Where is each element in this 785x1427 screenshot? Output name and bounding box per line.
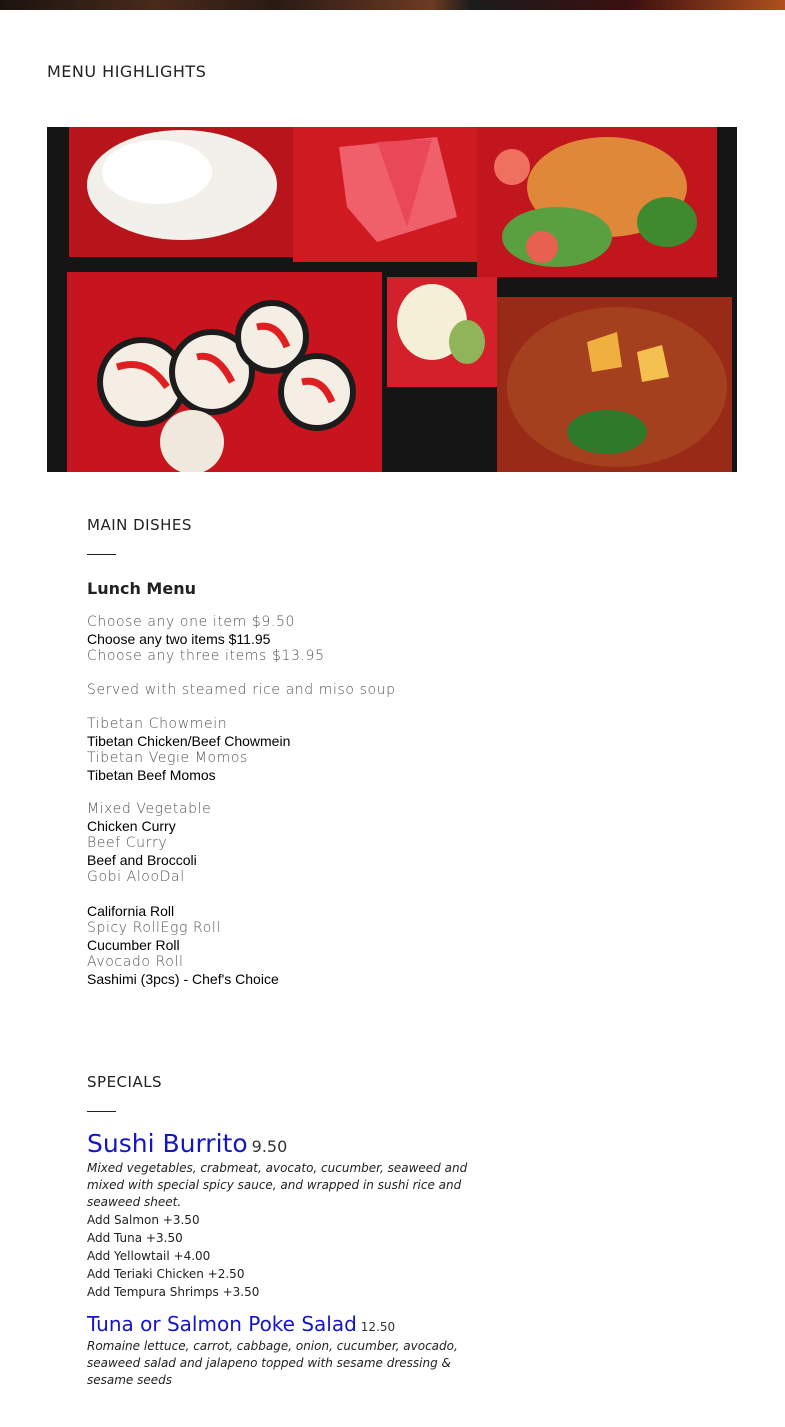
menu-line: Served with steamed rice and miso soup [87, 682, 396, 698]
menu-line [87, 784, 587, 801]
addon-item: Add Teriaki Chicken +2.50 [87, 1267, 245, 1281]
menu-line: Beef Curry [87, 835, 168, 851]
special-name: Tuna or Salmon Poke Salad [87, 1312, 357, 1336]
section-divider [87, 1111, 116, 1112]
menu-line: Choose any one item $9.50 [87, 614, 295, 630]
addon-item: Add Tuna +3.50 [87, 1231, 183, 1245]
menu-line: Chicken Curry [87, 818, 176, 834]
menu-line: Gobi AlooDal [87, 869, 185, 885]
menu-highlights-title: MENU HIGHLIGHTS [47, 62, 207, 81]
special-item-poke-salad [87, 1310, 487, 1389]
menu-line: California Roll [87, 903, 175, 919]
section-divider [87, 554, 116, 555]
menu-line: Tibetan Beef Momos [87, 767, 216, 783]
special-name: Sushi Burrito [87, 1129, 248, 1158]
menu-line: Tibetan Chowmein [87, 716, 228, 732]
addon-item: Add Tempura Shrimps +3.50 [87, 1285, 260, 1299]
menu-line: Sashimi (3pcs) - Chef's Choice [87, 971, 279, 987]
menu-line: Choose any two items $11.95 [87, 631, 271, 647]
menu-line: Tibetan Chicken/Beef Chowmein [87, 733, 291, 749]
top-image-strip [0, 0, 785, 10]
special-description: Mixed vegetables, crabmeat, avocato, cucumber, seaweed and mixed with special spicy sauce, and wrapped in sushi rice and seaweed sheet. [87, 1161, 468, 1209]
special-description: Romaine lettuce, carrot, cabbage, onion, cucumber, avocado, seaweed salad and jalapeno topped with sesame dressing & sesame seeds [87, 1339, 458, 1387]
bento-box-photo [47, 127, 737, 472]
addon-item: Add Salmon +3.50 [87, 1213, 200, 1227]
main-dishes-title: MAIN DISHES [87, 516, 192, 534]
menu-line: Mixed Vegetable [87, 801, 212, 817]
menu-line: Tibetan Vegie Momos [87, 750, 248, 766]
menu-line: Avocado Roll [87, 954, 184, 970]
menu-line: Choose any three items $13.95 [87, 648, 325, 664]
menu-line [87, 699, 587, 716]
menu-line [87, 665, 587, 682]
lunch-menu-list [87, 614, 587, 988]
special-price: 9.50 [251, 1137, 288, 1156]
special-item-sushi-burrito [87, 1128, 487, 1301]
menu-line: Spicy RollEgg Roll [87, 920, 221, 936]
lunch-menu-heading: Lunch Menu [87, 579, 196, 598]
menu-line: Beef and Broccoli [87, 852, 197, 868]
menu-line: Cucumber Roll [87, 937, 180, 953]
special-price: 12.50 [360, 1320, 396, 1334]
menu-line [87, 886, 587, 903]
specials-title: SPECIALS [87, 1073, 163, 1091]
addon-item: Add Yellowtail +4.00 [87, 1249, 211, 1263]
